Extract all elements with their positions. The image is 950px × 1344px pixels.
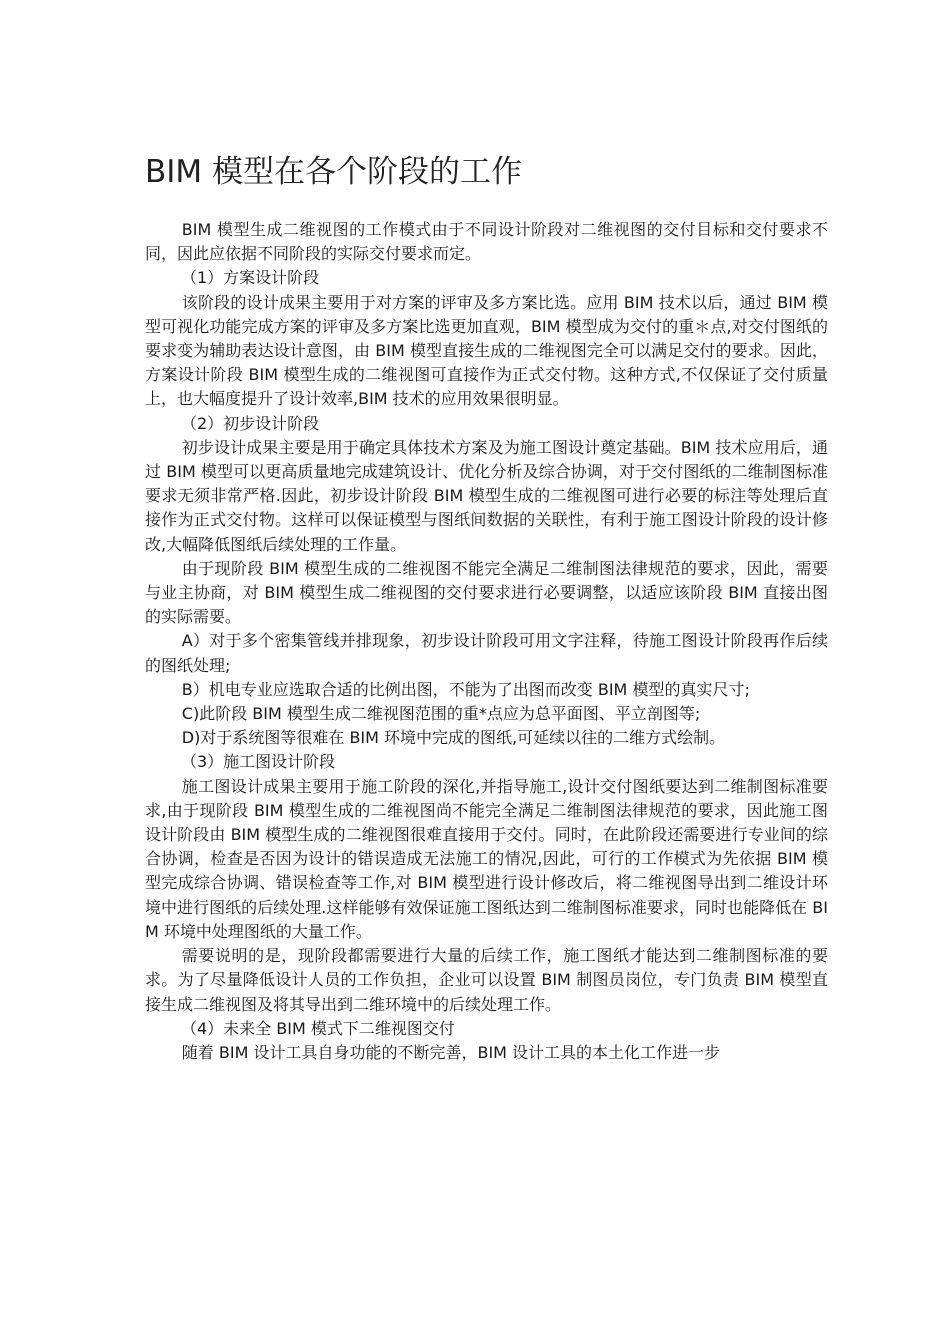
list-item-d: D)对于系统图等很难在 BIM 环境中完成的图纸,可延续以往的二维方式绘制。 [181, 728, 726, 748]
document-body [145, 218, 828, 1065]
section-heading-3: （3）施工图设计阶段 [181, 752, 336, 772]
section-heading-2: （2）初步设计阶段 [181, 413, 320, 433]
paragraph-intro: BIM 模型生成二维视图的工作模式由于不同设计阶段对二维视图的交付目标和交付要求不同，因此应依据不同阶段的实际交付要求而定。 [145, 220, 828, 264]
list-item-a: A）对于多个密集管线并排现象，初步设计阶段可用文字注释，待施工图设计阶段再作后续的图纸处理; [145, 631, 828, 675]
paragraph-scheme-design: 该阶段的设计成果主要用于对方案的评审及多方案比选。应用 BIM 技术以后，通过 BIM 模型可视化功能完成方案的评审及多方案比选更加直观，BIM 模型成为交付的重＊点,对交付图纸的要求变为辅助表达设计意图，由 BIM 模型直接生成的二维视图完全可以满足交付的要求。因此，方案设计阶段 BIM 模型生成的二维视图可直接作为正式交付物。这种方式,不仅保证了交付质量上，也大幅度提升了设计效率,BIM 技术的应用效果很明显。 [145, 292, 828, 409]
paragraph-construction-notes: 需要说明的是，现阶段都需要进行大量的后续工作，施工图纸才能达到二维制图标准的要求。为了尽量降低设计人员的工作负担，企业可以设置 BIM 制图员岗位，专门负责 BIM 模型直接生成二维视图及将其导出到二维环境中的后续处理工作。 [145, 946, 828, 1014]
page-title: BIM 模型在各个阶段的工作 [145, 154, 523, 190]
paragraph-preliminary-limits: 由于现阶段 BIM 模型生成的二维视图不能完全满足二维制图法律规范的要求，因此，需要与业主协商，对 BIM 模型生成二维视图的交付要求进行必要调整，以适应该阶段 BIM 直接出图的实际需要。 [145, 558, 828, 627]
paragraph-preliminary-design: 初步设计成果主要是用于确定具体技术方案及为施工图设计奠定基础。BIM 技术应用后，通过 BIM 模型可以更高质量地完成建筑设计、优化分析及综合协调，对于交付图纸的二维制图标准要求无须非常严格.因此，初步设计阶段 BIM 模型生成的二维视图可进行必要的标注等处理后直接作为正式交付物。这样可以保证模型与图纸间数据的关联性，有利于施工图设计阶段的设计修改,大幅降低图纸后续处理的工作量。 [145, 437, 828, 554]
list-item-b: B）机电专业应选取合适的比例出图，不能为了出图而改变 BIM 模型的真实尺寸; [181, 679, 750, 699]
paragraph-construction-design: 施工图设计成果主要用于施工阶段的深化,并指导施工,设计交付图纸要达到二维制图标准要求,由于现阶段 BIM 模型生成的二维视图尚不能完全满足二维制图法律规范的要求，因此施工图设计阶段由 BIM 模型生成的二维视图很难直接用于交付。同时，在此阶段还需要进行专业间的综合协调，检查是否因为设计的错误造成无法施工的情况,因此，可行的工作模式为先依据 BIM 模型完成综合协调、错误检查等工作,对 BIM 模型进行设计修改后，将二维视图导出到二维设计环境中进行图纸的后续处理.这样能够有效保证施工图纸达到二维制图标准要求，同时也能降低在 BIM 环境中处理图纸的大量工作。 [145, 776, 828, 941]
section-heading-4: （4）未来全 BIM 模式下二维视图交付 [181, 1018, 455, 1038]
section-heading-1: （1）方案设计阶段 [181, 268, 320, 288]
document-page [145, 150, 828, 1065]
paragraph-future: 随着 BIM 设计工具自身功能的不断完善，BIM 设计工具的本土化工作进一步 [181, 1042, 721, 1062]
list-item-c: C)此阶段 BIM 模型生成二维视图范围的重*点应为总平面图、平立剖图等; [181, 704, 701, 724]
